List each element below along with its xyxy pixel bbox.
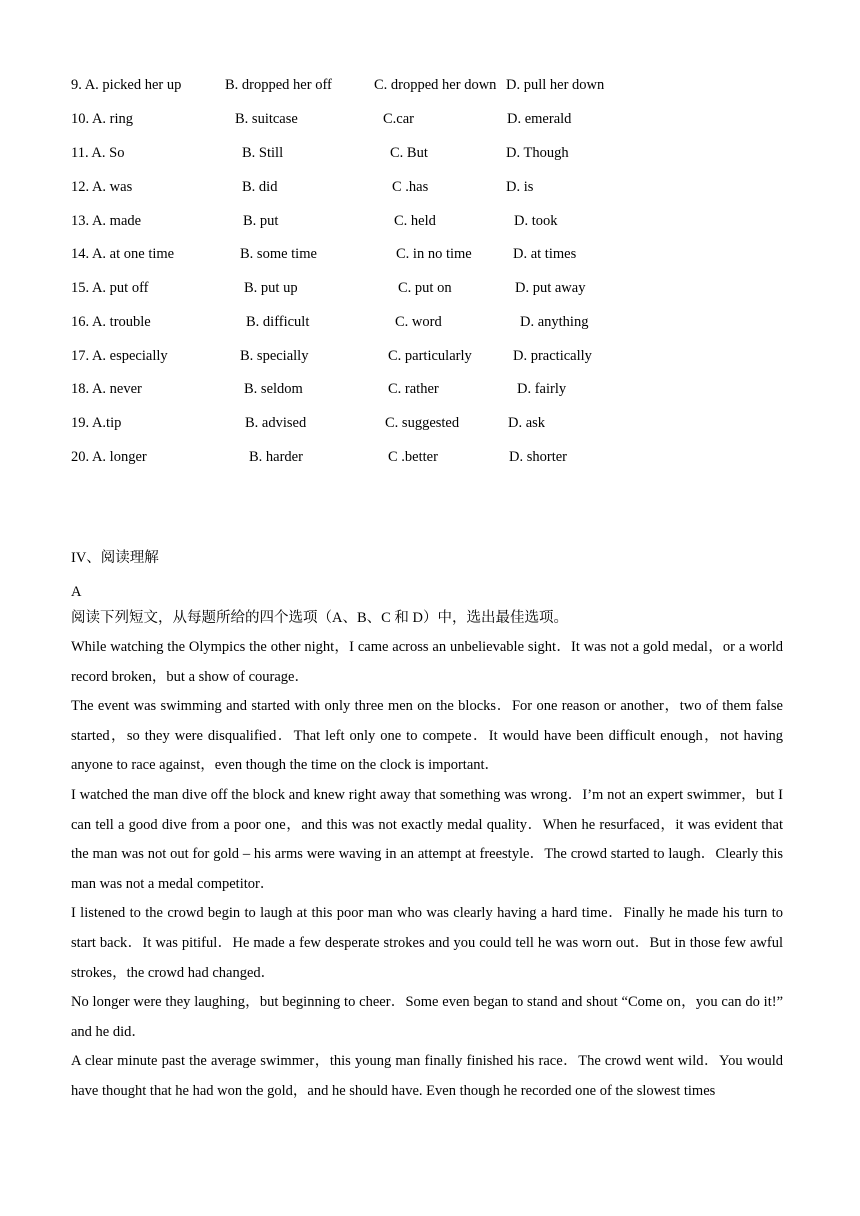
question-option-b: B. did: [242, 179, 278, 195]
question-option-c: C. dropped her down: [374, 77, 497, 93]
reading-passage: [71, 633, 783, 1107]
question-option-d: D. ask: [508, 415, 546, 431]
question-option-a: 17. A. especially: [71, 348, 168, 364]
question-option-b: B. difficult: [246, 314, 310, 330]
question-option-a: 13. A. made: [71, 213, 142, 229]
question-option-b: B. dropped her off: [225, 77, 332, 93]
question-option-b: B. Still: [242, 145, 284, 161]
section-heading: IV、阅读理解: [71, 550, 159, 566]
question-option-b: B. advised: [245, 415, 307, 431]
question-option-a: 15. A. put off: [71, 280, 149, 296]
question-option-a: 10. A. ring: [71, 111, 134, 127]
question-option-d: D. anything: [520, 314, 589, 330]
question-row: [0, 143, 860, 163]
question-row: [0, 278, 860, 298]
question-option-c: C. in no time: [396, 246, 472, 262]
question-row: [0, 75, 860, 95]
question-row: [0, 413, 860, 433]
question-row: [0, 211, 860, 231]
question-option-c: C. held: [394, 213, 436, 229]
question-option-b: B. suitcase: [235, 111, 298, 127]
instruction-text: 阅读下列短文，从每题所给的四个选项（A、B、C 和 D）中，选出最佳选项。: [71, 610, 569, 626]
question-option-c: C. But: [390, 145, 428, 161]
part-label: A: [71, 584, 82, 600]
question-option-a: 12. A. was: [71, 179, 133, 195]
question-option-a: 14. A. at one time: [71, 246, 175, 262]
question-row: [0, 346, 860, 366]
question-option-b: B. some time: [240, 246, 317, 262]
question-option-a: 11. A. So: [71, 145, 125, 161]
passage-paragraph: I watched the man dive off the block and knew right away that something was wrong．I’m not an expert swimmer，but I can tell a good dive from a poor one，and this was not exactly medal quality．When he resurfaced，it was evident that the man was not out for gold – his arms were waving in an attempt at freestyle．The crowd started to laugh．Clearly this man was not a medal competitor．: [71, 786, 783, 892]
question-option-b: B. seldom: [244, 381, 303, 397]
question-option-b: B. put: [243, 213, 279, 229]
passage-paragraph: While watching the Olympics the other night，I came across an unbelievable sight．It was not a gold medal，or a world record broken，but a show of courage．: [71, 639, 783, 685]
passage-paragraph: I listened to the crowd begin to laugh at this poor man who was clearly having a hard time．Finally he made his turn to start back．It was pitiful．He made a few desperate strokes and you could tell he was worn out．But in those few awful strokes，the crowd had changed．: [71, 905, 783, 981]
question-option-d: D. at times: [513, 246, 577, 262]
question-row: [0, 244, 860, 264]
question-option-a: 9. A. picked her up: [71, 77, 182, 93]
question-option-a: 19. A.tip: [71, 415, 122, 431]
question-row: [0, 447, 860, 467]
question-option-c: C. particularly: [388, 348, 472, 364]
question-option-c: C .has: [392, 179, 429, 195]
question-option-a: 20. A. longer: [71, 449, 147, 465]
question-option-b: B. harder: [249, 449, 303, 465]
question-option-c: C.car: [383, 111, 414, 127]
question-row: [0, 379, 860, 399]
question-row: [0, 109, 860, 129]
question-option-d: D. put away: [515, 280, 586, 296]
question-option-d: D. shorter: [509, 449, 567, 465]
question-option-c: C. word: [395, 314, 442, 330]
question-option-d: D. emerald: [507, 111, 572, 127]
question-row: [0, 177, 860, 197]
question-option-d: D. pull her down: [506, 77, 605, 93]
question-option-a: 16. A. trouble: [71, 314, 151, 330]
question-option-d: D. took: [514, 213, 558, 229]
question-option-d: D. is: [506, 179, 534, 195]
passage-paragraph: The event was swimming and started with only three men on the blocks．For one reason or another，two of them false started，so they were disqualified．That left only one to compete．It would have been difficult enough，not having anyone to race against，even though the time on the clock is important．: [71, 698, 783, 774]
question-option-b: B. specially: [240, 348, 309, 364]
passage-paragraph: No longer were they laughing，but beginning to cheer．Some even began to stand and shout “Come on，you can do it!” and he did．: [71, 994, 783, 1040]
question-option-c: C .better: [388, 449, 438, 465]
question-option-c: C. rather: [388, 381, 439, 397]
question-option-a: 18. A. never: [71, 381, 142, 397]
question-option-d: D. practically: [513, 348, 592, 364]
question-option-b: B. put up: [244, 280, 298, 296]
question-option-c: C. put on: [398, 280, 452, 296]
question-option-c: C. suggested: [385, 415, 460, 431]
question-row: [0, 312, 860, 332]
passage-paragraph: A clear minute past the average swimmer，this young man finally finished his race．The crowd went wild．You would have thought that he had won the gold，and he should have. Even though he recorded one of the slowest times: [71, 1053, 783, 1099]
question-option-d: D. fairly: [517, 381, 567, 397]
question-option-d: D. Though: [506, 145, 569, 161]
